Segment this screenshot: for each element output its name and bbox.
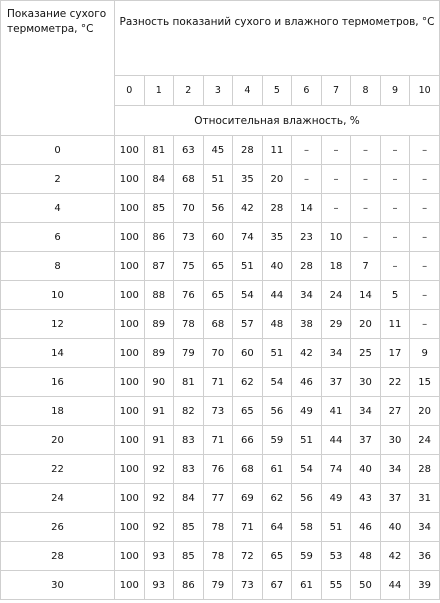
- dry-temp-cell: 4: [1, 194, 115, 223]
- humidity-cell: 59: [262, 426, 292, 455]
- humidity-cell: 62: [233, 368, 263, 397]
- diff-header: 10: [410, 76, 440, 106]
- humidity-cell: 39: [410, 571, 440, 600]
- humidity-cell: 40: [380, 513, 410, 542]
- dry-temp-cell: 14: [1, 339, 115, 368]
- humidity-cell: 100: [115, 368, 145, 397]
- humidity-cell: –: [380, 194, 410, 223]
- humidity-cell: 82: [174, 397, 204, 426]
- humidity-cell: 93: [144, 571, 174, 600]
- humidity-cell: 51: [203, 165, 233, 194]
- humidity-cell: 100: [115, 165, 145, 194]
- humidity-cell: 31: [410, 484, 440, 513]
- dry-temp-cell: 18: [1, 397, 115, 426]
- humidity-cell: 22: [380, 368, 410, 397]
- humidity-cell: 91: [144, 426, 174, 455]
- humidity-cell: 55: [321, 571, 351, 600]
- diff-header: 9: [380, 76, 410, 106]
- humidity-cell: 93: [144, 542, 174, 571]
- humidity-cell: 78: [174, 310, 204, 339]
- humidity-cell: 100: [115, 397, 145, 426]
- table-row: [1, 310, 440, 339]
- humidity-cell: 92: [144, 455, 174, 484]
- humidity-cell: 84: [144, 165, 174, 194]
- diff-header: 1: [144, 76, 174, 106]
- humidity-cell: 68: [233, 455, 263, 484]
- humidity-cell: 34: [351, 397, 381, 426]
- table-row: [1, 426, 440, 455]
- humidity-cell: 91: [144, 397, 174, 426]
- table-row: [1, 455, 440, 484]
- table-row: [1, 513, 440, 542]
- humidity-cell: 67: [262, 571, 292, 600]
- humidity-cell: 100: [115, 571, 145, 600]
- diff-header: 4: [233, 76, 263, 106]
- humidity-cell: –: [351, 194, 381, 223]
- humidity-cell: 60: [203, 223, 233, 252]
- humidity-cell: 10: [321, 223, 351, 252]
- humidity-cell: –: [351, 165, 381, 194]
- table-row: [1, 368, 440, 397]
- humidity-cell: 54: [233, 281, 263, 310]
- humidity-cell: 100: [115, 339, 145, 368]
- humidity-cell: 35: [233, 165, 263, 194]
- humidity-cell: 5: [380, 281, 410, 310]
- humidity-cell: –: [410, 223, 440, 252]
- dry-temp-cell: 16: [1, 368, 115, 397]
- humidity-cell: 20: [351, 310, 381, 339]
- humidity-cell: 42: [292, 339, 322, 368]
- humidity-cell: 50: [351, 571, 381, 600]
- humidity-cell: 14: [292, 194, 322, 223]
- humidity-cell: 84: [174, 484, 204, 513]
- humidity-cell: 71: [233, 513, 263, 542]
- humidity-cell: 78: [203, 513, 233, 542]
- humidity-cell: 62: [262, 484, 292, 513]
- humidity-cell: 75: [174, 252, 204, 281]
- dry-temp-cell: 2: [1, 165, 115, 194]
- humidity-cell: 15: [410, 368, 440, 397]
- humidity-cell: 27: [380, 397, 410, 426]
- humidity-cell: 85: [174, 542, 204, 571]
- humidity-cell: 44: [262, 281, 292, 310]
- table-row: [1, 484, 440, 513]
- humidity-cell: 60: [233, 339, 263, 368]
- humidity-cell: 48: [351, 542, 381, 571]
- humidity-cell: 100: [115, 513, 145, 542]
- humidity-cell: 76: [203, 455, 233, 484]
- diff-header: 3: [203, 76, 233, 106]
- humidity-cell: 18: [321, 252, 351, 281]
- humidity-cell: 72: [233, 542, 263, 571]
- humidity-cell: 56: [292, 484, 322, 513]
- diff-header: 2: [174, 76, 204, 106]
- table-row: [1, 397, 440, 426]
- humidity-cell: 73: [203, 397, 233, 426]
- humidity-cell: –: [380, 252, 410, 281]
- dry-temp-cell: 28: [1, 542, 115, 571]
- humidity-cell: 74: [321, 455, 351, 484]
- diff-header: 5: [262, 76, 292, 106]
- humidity-cell: 17: [380, 339, 410, 368]
- humidity-cell: 44: [321, 426, 351, 455]
- humidity-cell: 7: [351, 252, 381, 281]
- diff-header: 8: [351, 76, 381, 106]
- table-row: [1, 281, 440, 310]
- humidity-cell: 65: [203, 252, 233, 281]
- humidity-cell: 63: [174, 136, 204, 165]
- table-header: [1, 1, 440, 136]
- humidity-cell: 30: [380, 426, 410, 455]
- humidity-cell: 86: [174, 571, 204, 600]
- humidity-cell: 64: [262, 513, 292, 542]
- humidity-cell: 44: [380, 571, 410, 600]
- humidity-cell: 37: [321, 368, 351, 397]
- humidity-cell: 28: [410, 455, 440, 484]
- humidity-cell: –: [292, 136, 322, 165]
- humidity-cell: 51: [321, 513, 351, 542]
- humidity-cell: –: [321, 194, 351, 223]
- table-row: [1, 194, 440, 223]
- humidity-cell: 79: [203, 571, 233, 600]
- humidity-cell: 43: [351, 484, 381, 513]
- humidity-cell: –: [410, 136, 440, 165]
- humidity-cell: –: [410, 165, 440, 194]
- humidity-cell: 71: [203, 368, 233, 397]
- humidity-cell: 37: [380, 484, 410, 513]
- humidity-cell: 59: [292, 542, 322, 571]
- humidity-cell: 100: [115, 136, 145, 165]
- humidity-cell: 35: [262, 223, 292, 252]
- humidity-cell: 42: [380, 542, 410, 571]
- table-row: [1, 339, 440, 368]
- difference-title: Разность показаний сухого и влажного термометров, °С: [115, 1, 440, 76]
- humidity-cell: 77: [203, 484, 233, 513]
- humidity-cell: 49: [321, 484, 351, 513]
- dry-temp-cell: 8: [1, 252, 115, 281]
- humidity-cell: 88: [144, 281, 174, 310]
- humidity-cell: 34: [292, 281, 322, 310]
- humidity-cell: 69: [233, 484, 263, 513]
- humidity-cell: 78: [203, 542, 233, 571]
- humidity-cell: 41: [321, 397, 351, 426]
- humidity-cell: –: [380, 136, 410, 165]
- humidity-cell: 9: [410, 339, 440, 368]
- humidity-cell: 57: [233, 310, 263, 339]
- humidity-cell: 28: [262, 194, 292, 223]
- table-row: [1, 571, 440, 600]
- humidity-cell: 46: [351, 513, 381, 542]
- diff-header: 6: [292, 76, 322, 106]
- humidity-cell: 40: [262, 252, 292, 281]
- humidity-cell: 28: [292, 252, 322, 281]
- humidity-cell: 89: [144, 310, 174, 339]
- humidity-cell: 46: [292, 368, 322, 397]
- humidity-cell: –: [410, 252, 440, 281]
- humidity-cell: –: [410, 310, 440, 339]
- humidity-cell: 86: [144, 223, 174, 252]
- dry-temp-cell: 22: [1, 455, 115, 484]
- humidity-cell: 100: [115, 194, 145, 223]
- humidity-cell: 51: [233, 252, 263, 281]
- humidity-cell: 30: [351, 368, 381, 397]
- humidity-cell: 100: [115, 252, 145, 281]
- humidity-cell: 29: [321, 310, 351, 339]
- humidity-cell: 45: [203, 136, 233, 165]
- table-row: [1, 252, 440, 281]
- humidity-cell: 100: [115, 484, 145, 513]
- humidity-cell: 76: [174, 281, 204, 310]
- humidity-cell: –: [321, 136, 351, 165]
- humidity-cell: 70: [174, 194, 204, 223]
- dry-temp-cell: 6: [1, 223, 115, 252]
- dry-temp-cell: 24: [1, 484, 115, 513]
- humidity-cell: 81: [144, 136, 174, 165]
- humidity-cell: 34: [410, 513, 440, 542]
- humidity-cell: 11: [262, 136, 292, 165]
- humidity-cell: 79: [174, 339, 204, 368]
- humidity-cell: 87: [144, 252, 174, 281]
- humidity-cell: 40: [351, 455, 381, 484]
- humidity-cell: 90: [144, 368, 174, 397]
- dry-thermometer-header: Показание сухого термометра, °С: [1, 1, 115, 136]
- dry-temp-cell: 0: [1, 136, 115, 165]
- humidity-cell: 100: [115, 426, 145, 455]
- table-row: [1, 223, 440, 252]
- humidity-cell: 24: [321, 281, 351, 310]
- humidity-cell: 68: [174, 165, 204, 194]
- diff-header: 7: [321, 76, 351, 106]
- humidity-cell: 49: [292, 397, 322, 426]
- humidity-cell: 56: [262, 397, 292, 426]
- humidity-cell: 53: [321, 542, 351, 571]
- humidity-cell: 73: [174, 223, 204, 252]
- humidity-cell: 11: [380, 310, 410, 339]
- humidity-cell: 83: [174, 455, 204, 484]
- humidity-cell: –: [380, 223, 410, 252]
- humidity-cell: 54: [262, 368, 292, 397]
- table-row: [1, 165, 440, 194]
- humidity-cell: 14: [351, 281, 381, 310]
- humidity-cell: 85: [144, 194, 174, 223]
- humidity-cell: 100: [115, 223, 145, 252]
- humidity-cell: 68: [203, 310, 233, 339]
- humidity-cell: 70: [203, 339, 233, 368]
- humidity-cell: 89: [144, 339, 174, 368]
- humidity-cell: 71: [203, 426, 233, 455]
- humidity-cell: –: [410, 194, 440, 223]
- humidity-cell: 48: [262, 310, 292, 339]
- humidity-cell: 65: [233, 397, 263, 426]
- humidity-cell: –: [380, 165, 410, 194]
- humidity-cell: 92: [144, 484, 174, 513]
- humidity-cell: 85: [174, 513, 204, 542]
- humidity-cell: –: [321, 165, 351, 194]
- humidity-cell: 54: [292, 455, 322, 484]
- humidity-cell: 92: [144, 513, 174, 542]
- humidity-cell: 28: [233, 136, 263, 165]
- dry-temp-cell: 12: [1, 310, 115, 339]
- humidity-cell: 51: [262, 339, 292, 368]
- humidity-cell: 61: [292, 571, 322, 600]
- dry-temp-cell: 26: [1, 513, 115, 542]
- table-body: [1, 136, 440, 600]
- humidity-cell: 34: [380, 455, 410, 484]
- humidity-cell: –: [351, 223, 381, 252]
- humidity-cell: 34: [321, 339, 351, 368]
- humidity-cell: 66: [233, 426, 263, 455]
- humidity-cell: 61: [262, 455, 292, 484]
- humidity-cell: 100: [115, 281, 145, 310]
- table-row: [1, 136, 440, 165]
- humidity-cell: 37: [351, 426, 381, 455]
- humidity-cell: 83: [174, 426, 204, 455]
- humidity-cell: –: [292, 165, 322, 194]
- humidity-cell: 38: [292, 310, 322, 339]
- humidity-cell: 58: [292, 513, 322, 542]
- humidity-cell: 51: [292, 426, 322, 455]
- humidity-cell: 42: [233, 194, 263, 223]
- humidity-cell: 100: [115, 542, 145, 571]
- humidity-cell: 65: [203, 281, 233, 310]
- humidity-cell: 25: [351, 339, 381, 368]
- humidity-cell: 65: [262, 542, 292, 571]
- humidity-cell: 73: [233, 571, 263, 600]
- humidity-cell: 24: [410, 426, 440, 455]
- humidity-cell: 36: [410, 542, 440, 571]
- humidity-cell: 23: [292, 223, 322, 252]
- relative-humidity-header: Относительная влажность, %: [115, 106, 440, 136]
- humidity-cell: 81: [174, 368, 204, 397]
- dry-temp-cell: 10: [1, 281, 115, 310]
- humidity-cell: –: [410, 281, 440, 310]
- humidity-cell: 74: [233, 223, 263, 252]
- dry-temp-cell: 20: [1, 426, 115, 455]
- dry-temp-cell: 30: [1, 571, 115, 600]
- diff-header: 0: [115, 76, 145, 106]
- humidity-cell: 100: [115, 310, 145, 339]
- humidity-cell: 20: [262, 165, 292, 194]
- humidity-cell: 100: [115, 455, 145, 484]
- humidity-cell: 20: [410, 397, 440, 426]
- humidity-cell: –: [351, 136, 381, 165]
- humidity-cell: 56: [203, 194, 233, 223]
- table-row: [1, 542, 440, 571]
